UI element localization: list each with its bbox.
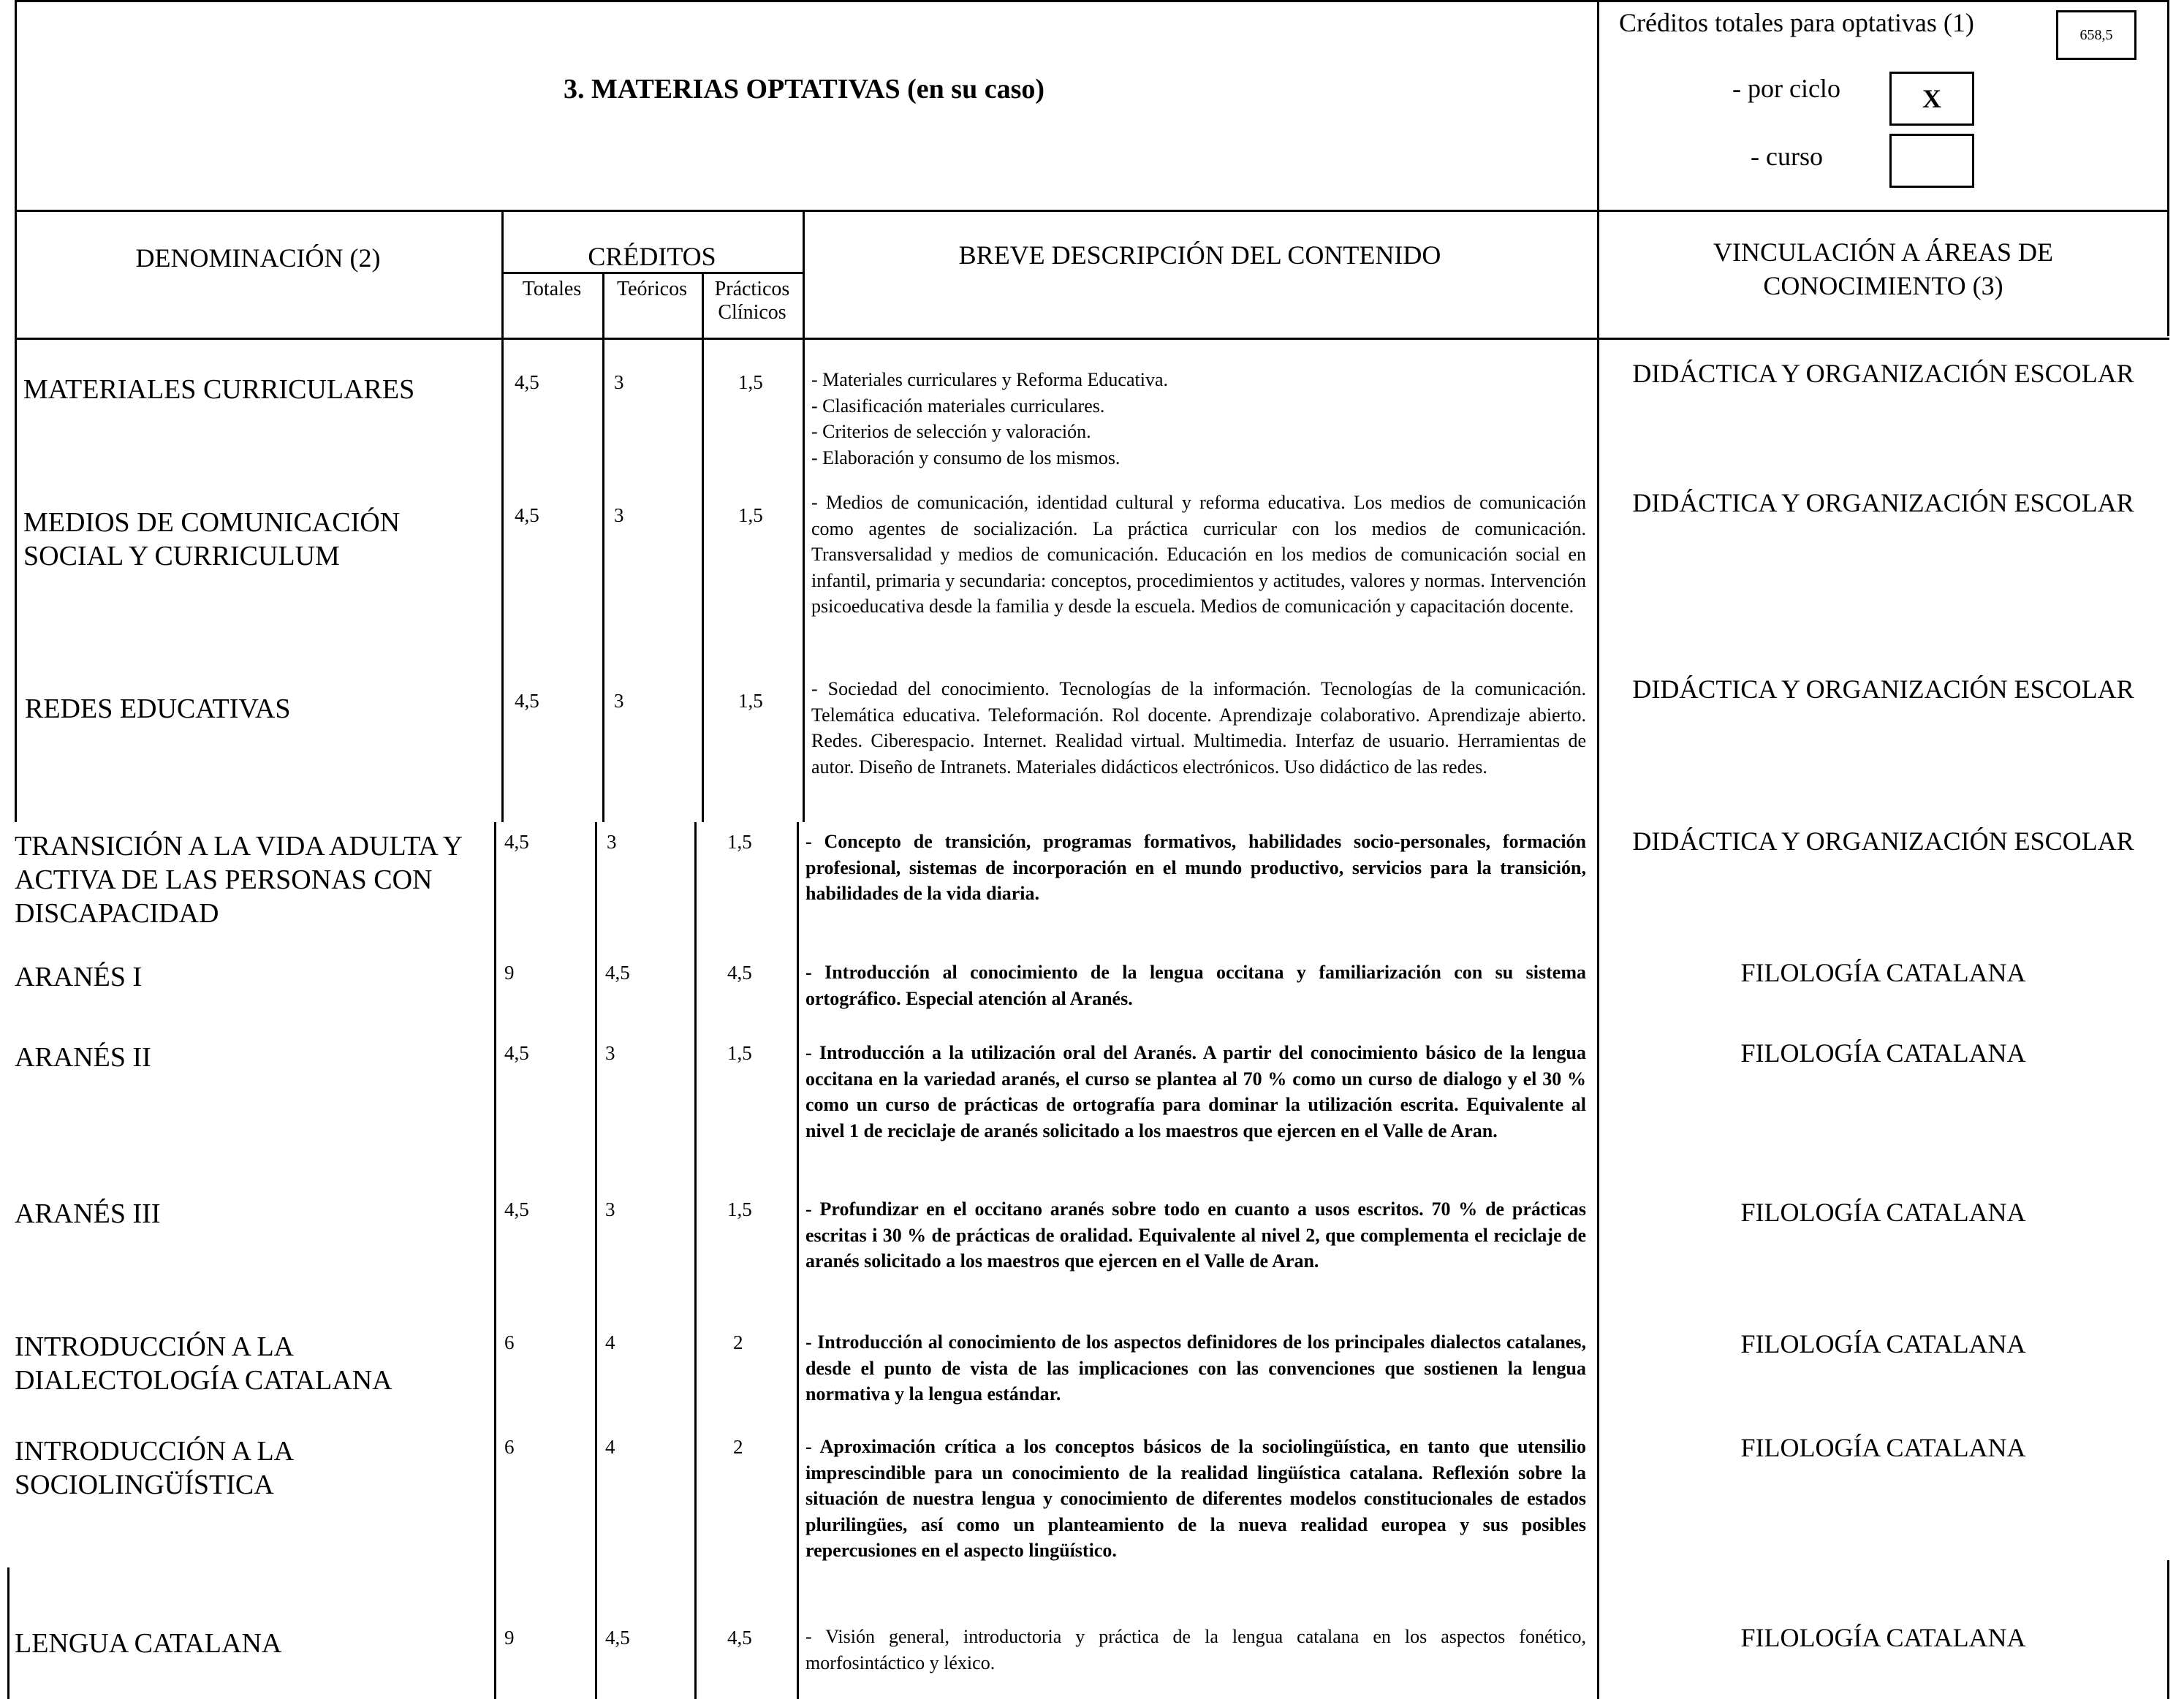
subject-description: - Medios de comunicación, identidad cultural y reforma educativa. Los medios de comunicación como agentes de socialización. La práctica curricular con los medios de comunicación. Transversalidad y medios de comunicación. Educación en los medios de comunicación social en infantil, primaria y secundaria: conceptos, procedimientos y actitudes, valores y normas. Intervención psicoeducativa desde la familia y desde la escuela. Medios de comunicación y capacitación docente. xyxy=(811,492,1586,617)
creditos-totales: 6 xyxy=(504,1331,515,1353)
left-border-upper xyxy=(15,0,17,822)
creditos-practicos: 1,5 xyxy=(738,504,763,526)
section-title: 3. MATERIAS OPTATIVAS (en su caso) xyxy=(563,74,1045,104)
col-line-3-upper xyxy=(702,272,704,822)
creditos-practicos: 1,5 xyxy=(727,831,752,853)
creditos-totales-box: 658,5 xyxy=(2056,10,2136,60)
creditos-totales: 4,5 xyxy=(504,1042,529,1064)
column-header-bottom-line xyxy=(15,338,2169,340)
creditos-practicos: 2 xyxy=(733,1331,743,1353)
creditos-teoricos: 3 xyxy=(614,504,624,526)
col-header-practicos-line2: Clínicos xyxy=(718,301,786,324)
knowledge-area: FILOLOGÍA CATALANA xyxy=(1740,958,2026,987)
creditos-totales: 9 xyxy=(504,1627,515,1649)
col-header-vinculacion-line1: VINCULACIÓN A ÁREAS DE xyxy=(1713,237,2053,267)
knowledge-area: DIDÁCTICA Y ORGANIZACIÓN ESCOLAR xyxy=(1632,674,2134,704)
por-ciclo-checkbox: X xyxy=(1889,72,1974,126)
creditos-totales-label: Créditos totales para optativas (1) xyxy=(1619,8,1974,37)
creditos-teoricos: 4 xyxy=(605,1436,615,1458)
col-header-practicos xyxy=(702,278,803,324)
col-line-4-upper xyxy=(803,210,805,822)
knowledge-area: DIDÁCTICA Y ORGANIZACIÓN ESCOLAR xyxy=(1632,359,2134,388)
subject-description: - Visión general, introductoria y práctica de la lengua catalana en los aspectos fonético, morfosintáctico y léxico. xyxy=(805,1626,1586,1673)
col-line-2-lower xyxy=(595,822,597,1699)
subject-name: REDES EDUCATIVAS xyxy=(25,693,291,724)
subject-description: - Introducción al conocimiento de los aspectos definidores de los principales dialectos catalanes, desde el punto de vista de las implicaciones con las convenciones que sostienen la lengua normativa y la lengua estándar. xyxy=(805,1331,1586,1405)
subject-description: - Aproximación crítica a los conceptos básicos de la sociolingüística, en tanto que utensilio imprescindible para un conocimiento de la realidad lingüística catalana. Reflexión sobre la situación de nuestra lengua y conocimiento de diferentes modelos constitucionales de estados plurilingües, así como un planteamiento de la nueva realidad europea y sus posibles repercusiones en el aspecto lingüístico. xyxy=(805,1436,1586,1561)
subject-name: ARANÉS II xyxy=(15,1042,151,1073)
creditos-practicos: 4,5 xyxy=(727,962,752,984)
creditos-teoricos: 3 xyxy=(605,1198,615,1220)
col-line-3-lower xyxy=(694,822,697,1699)
creditos-practicos: 1,5 xyxy=(738,371,763,393)
creditos-teoricos: 3 xyxy=(614,690,624,712)
creditos-teoricos: 3 xyxy=(614,371,624,393)
creditos-practicos: 4,5 xyxy=(727,1627,752,1649)
knowledge-area: FILOLOGÍA CATALANA xyxy=(1740,1433,2026,1462)
curso-label: - curso xyxy=(1751,142,1823,171)
col-header-teoricos: Teóricos xyxy=(616,278,687,300)
subject-name: INTRODUCCIÓN A LA SOCIOLINGÜÍSTICA xyxy=(15,1436,293,1500)
left-border-lower xyxy=(7,1567,10,1699)
knowledge-area: DIDÁCTICA Y ORGANIZACIÓN ESCOLAR xyxy=(1632,826,2134,856)
creditos-teoricos: 4 xyxy=(605,1331,615,1353)
subject-name: TRANSICIÓN A LA VIDA ADULTA Y ACTIVA DE LAS PERSONAS CON DISCAPACIDAD xyxy=(15,831,462,929)
por-ciclo-label: - por ciclo xyxy=(1732,74,1840,103)
col-header-denominacion: DENOMINACIÓN (2) xyxy=(135,243,381,273)
col-header-vinculacion xyxy=(1597,235,2169,303)
col-header-vinculacion-line2: CONOCIMIENTO (3) xyxy=(1763,271,2003,300)
col-line-1-upper xyxy=(501,210,504,822)
creditos-teoricos: 4,5 xyxy=(605,1627,630,1649)
subject-name: ARANÉS III xyxy=(15,1198,161,1229)
col-line-1-lower xyxy=(494,822,496,1699)
knowledge-area: DIDÁCTICA Y ORGANIZACIÓN ESCOLAR xyxy=(1632,488,2134,517)
creditos-teoricos: 3 xyxy=(605,1042,615,1064)
header-bottom-line xyxy=(15,210,2169,212)
knowledge-area: FILOLOGÍA CATALANA xyxy=(1740,1038,2026,1068)
creditos-totales: 4,5 xyxy=(515,371,539,393)
curso-checkbox xyxy=(1889,134,1974,188)
creditos-totales: 6 xyxy=(504,1436,515,1458)
subject-description: - Introducción a la utilización oral del Aranés. A partir del conocimiento básico de la lengua occitana en la variedad aranés, el curso se plantea al 70 % como un curso de dialogo y el 30 % como un curso de prácticas de ortografía para dominar la utilización escrita. Equivalente al nivel 1 de reciclaje de aranés solicitado a los maestros que ejercen en el Valle de Aran. xyxy=(805,1042,1586,1141)
col-header-practicos-line1: Prácticos xyxy=(714,278,790,300)
col-header-totales: Totales xyxy=(522,278,582,300)
top-border xyxy=(15,0,2169,2)
subject-name: LENGUA CATALANA xyxy=(15,1628,282,1659)
knowledge-area: FILOLOGÍA CATALANA xyxy=(1740,1623,2026,1652)
knowledge-area: FILOLOGÍA CATALANA xyxy=(1740,1198,2026,1227)
subject-name: MATERIALES CURRICULARES xyxy=(23,374,415,405)
col-header-creditos: CRÉDITOS xyxy=(588,242,716,271)
creditos-totales: 4,5 xyxy=(515,690,539,712)
subject-description: - Concepto de transición, programas formativos, habilidades socio-personales, formación profesional, sistemas de incorporación en el mundo productivo, servicios para la transición, habilidades de la vida diaria. xyxy=(805,831,1586,904)
knowledge-area: FILOLOGÍA CATALANA xyxy=(1740,1329,2026,1358)
subject-description: - Profundizar en el occitano aranés sobre todo en cuanto a usos escritos. 70 % de prácticas escritas i 30 % de prácticas de oralidad. Equivalente al nivel 2, que complementa el reciclaje de aranés solicitado a los maestros que ejercen en el Valle de Aran. xyxy=(805,1198,1586,1272)
creditos-totales: 4,5 xyxy=(504,1198,529,1220)
creditos-totales: 4,5 xyxy=(515,504,539,526)
subject-name: MEDIOS DE COMUNICACIÓN SOCIAL Y CURRICULUM xyxy=(23,507,401,571)
creditos-totales: 4,5 xyxy=(504,831,529,853)
creditos-practicos: 1,5 xyxy=(727,1042,752,1064)
creditos-subheader-line xyxy=(501,272,803,274)
creditos-practicos: 1,5 xyxy=(727,1198,752,1220)
col-header-descripcion: BREVE DESCRIPCIÓN DEL CONTENIDO xyxy=(958,240,1441,270)
creditos-teoricos: 4,5 xyxy=(605,962,630,984)
creditos-totales: 9 xyxy=(504,962,515,984)
creditos-practicos: 1,5 xyxy=(738,690,763,712)
subject-description: - Introducción al conocimiento de la lengua occitana y familiarización con su sistema ortográfico. Especial atención al Aranés. xyxy=(805,962,1586,1009)
col-line-4-lower xyxy=(797,822,799,1699)
subject-description: - Sociedad del conocimiento. Tecnologías de la información. Tecnologías de la comunicación. Telemática educativa. Teleformación. Rol docente. Aprendizaje colaborativo. Aprendizaje abierto. Redes. Ciberespacio. Internet. Realidad virtual. Multimedia. Interfaz de usuario. Herramientas de autor. Diseño de Intranets. Materiales didácticos electrónicos. Uso didáctico de las redes. xyxy=(811,678,1586,778)
creditos-practicos: 2 xyxy=(733,1436,743,1458)
subject-name: ARANÉS I xyxy=(15,962,143,992)
col-line-2-upper xyxy=(602,272,604,822)
subject-description: - Materiales curriculares y Reforma Educativa. - Clasificación materiales curriculares. - Criterios de selección y valoración. - Elaboración y consumo de los mismos. xyxy=(811,369,1168,468)
creditos-teoricos: 3 xyxy=(607,831,617,853)
subject-name: INTRODUCCIÓN A LA DIALECTOLOGÍA CATALANA xyxy=(15,1331,393,1396)
